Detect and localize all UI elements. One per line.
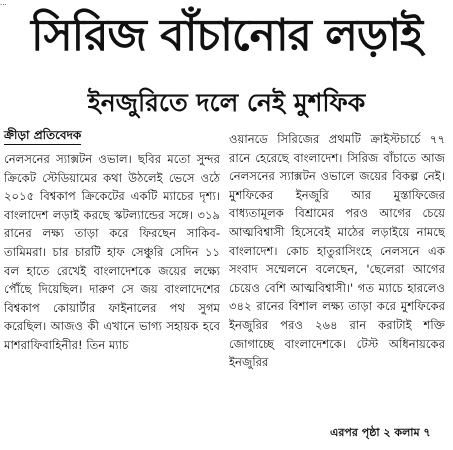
article-text-left: নেলসনের স্যাক্সটন ওভাল। ছবির মতো সুন্দর ক্রিকেট স্টেডিয়ামের কথা উঠলেই ভেসে ওঠে ২০১৫ বিশ্বকাপ ক্রিকেটের একটি ম্যাচের দৃশ্য। বাংলাদেশ লড়াই করছে স্কটল্যান্ডের সঙ্গে। ৩১৯ রানের লক্ষ্য তাড়া করে ফিরছেন সাকিব-তামিমরা। চার চারটি হাফ সেঞ্চুরি সেদিন ১১ বল হাতে রেখেই বাংলাদেশকে জয়ের লক্ষ্যে পৌঁছে দিয়েছিল। দারুণ সে জয় বাংলাদেশের বিশ্বকাপ কোয়ার্টার ফাইনালের পথ সুগম করেছিল। আজও কী এখানে ভাগ্য সহায়ক হবে মাশরাফিবাহিনীর! তিন ম্যাচ <box>4 152 220 352</box>
headline: সিরিজ বাঁচানোর লড়াই <box>31 10 422 61</box>
byline: ক্রীড়া প্রতিবেদক <box>4 126 81 145</box>
masthead-fragment: ... <box>0 0 7 6</box>
article-column-left <box>4 150 220 450</box>
continuation-note: এরপর পৃষ্ঠা ২ কলাম ৭ <box>330 426 431 439</box>
article-column-right <box>229 130 445 430</box>
subheadline: ইনজুরিতে দলে নেই মুশফিক <box>87 88 366 117</box>
article-text-right: ওয়ানডে সিরিজের প্রথমটি ক্রাইস্টচার্চে ৭৭ রানে হেরেছে বাংলাদেশ। সিরিজ বাঁচাতে আজ নেলসনের স্যাক্সটন ওভালে জয়ের বিকল্প নেই। মুশফিকের ইনজুরি আর মুস্তাফিজের বাধ্যতামূলক বিশ্রামের পরও আগের চেয়ে আত্মবিশ্বাসী হিসেবেই মাঠের লড়াইয়ে নামছে বাংলাদেশ। কোচ হাতুরাসিংহে নেলসনে এক সংবাদ সম্মেলনে বলেছেন, 'ছেলেরা আগের চেয়েও বেশি আত্মবিশ্বাসী।' গত ম্যাচে হারলেও ৩৪২ রানের বিশাল লক্ষ্য তাড়া করে মুশফিকের ইনজুরির পরও ২৬৪ রান করাটাই শক্তি জোগাচ্ছে বাংলাদেশকে। টেস্ট অধিনায়কের ইনজুরির <box>229 132 445 370</box>
